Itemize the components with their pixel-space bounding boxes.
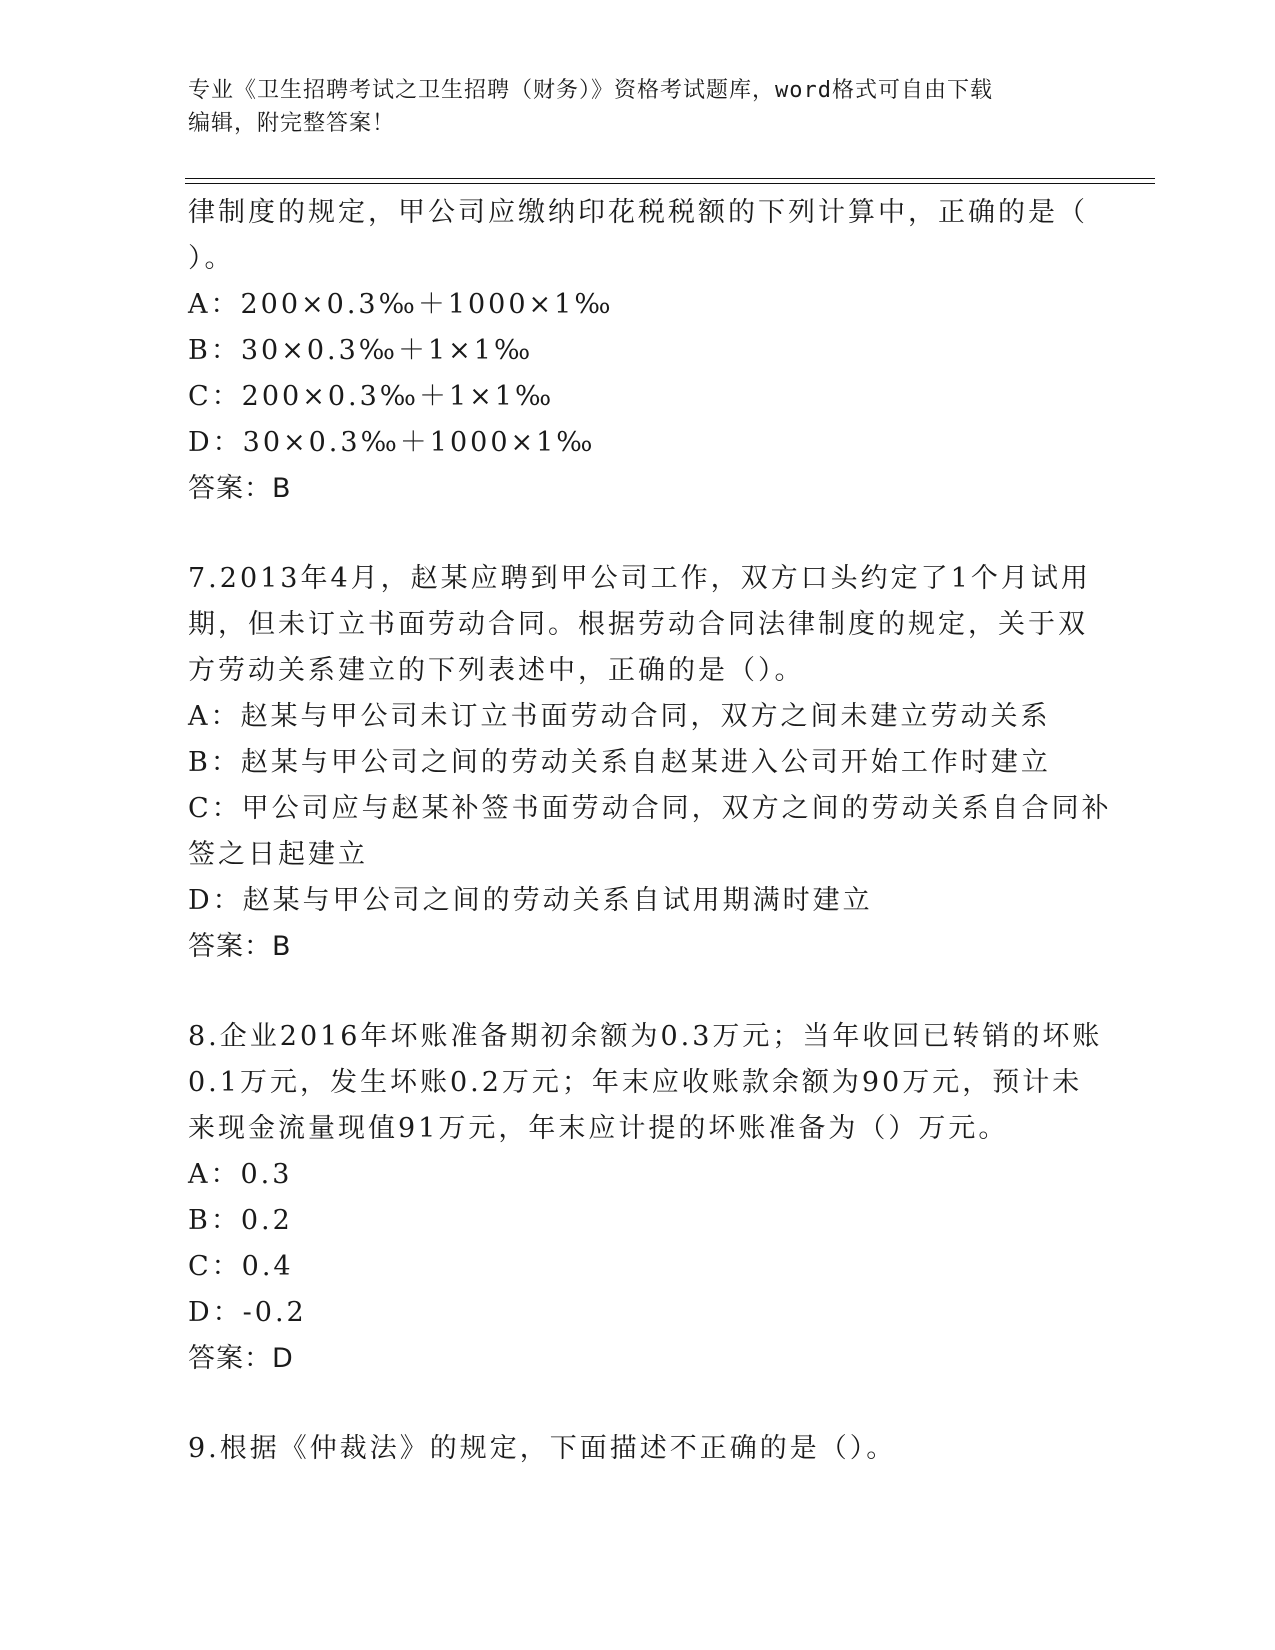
header-line-1: 专业《卫生招聘考试之卫生招聘（财务）》资格考试题库，word格式可自由下载 [188,78,993,103]
spacer [188,512,1088,556]
question-stem-line: 期，但未订立书面劳动合同。根据劳动合同法律制度的规定，关于双 [188,609,1088,640]
question-9 [188,1426,1088,1472]
question-stem-line: 方劳动关系建立的下列表述中，正确的是（）。 [188,655,805,686]
header-divider-bottom [185,183,1155,184]
question-stem-line: 0.1万元，发生坏账0.2万元；年末应收账款余额为90万元，预计未 [188,1067,1083,1098]
option-d: D：-0.2 [188,1297,307,1328]
question-list [188,190,1112,1472]
option-b: B：0.2 [188,1205,293,1236]
option-b: B：赵某与甲公司之间的劳动关系自赵某进入公司开始工作时建立 [188,747,1051,778]
option-d: D：30×0.3‰＋1000×1‰ [188,427,596,458]
option-c-continued: 签之日起建立 [188,839,368,870]
spacer [188,970,1088,1014]
question-7 [188,556,1112,970]
option-a: A：赵某与甲公司未订立书面劳动合同，双方之间未建立劳动关系 [188,701,1051,732]
header-line-2: 编辑，附完整答案！ [188,111,396,136]
option-b: B：30×0.3‰＋1×1‰ [188,335,534,366]
question-stem-line: 来现金流量现值91万元，年末应计提的坏账准备为（）万元。 [188,1113,1009,1144]
answer-label: 答案：D [188,1343,294,1374]
option-c: C：200×0.3‰＋1×1‰ [188,381,555,412]
question-stem-line: 7.2013年4月，赵某应聘到甲公司工作，双方口头约定了1个月试用 [188,563,1091,594]
question-stem-line: 律制度的规定，甲公司应缴纳印花税税额的下列计算中，正确的是（ [188,197,1088,228]
option-a: A：0.3 [188,1159,293,1190]
answer-label: 答案：B [188,473,292,504]
question-stem-line: ）。 [188,243,235,274]
spacer [188,1382,1088,1426]
answer-label: 答案：B [188,931,292,962]
question-6 [188,190,1088,512]
option-a: A：200×0.3‰＋1000×1‰ [188,289,614,320]
question-stem-line: 8.企业2016年坏账准备期初余额为0.3万元；当年收回已转销的坏账 [188,1021,1103,1052]
question-8 [188,1014,1103,1382]
question-stem-line: 9.根据《仲裁法》的规定，下面描述不正确的是（）。 [188,1433,897,1464]
option-c: C：0.4 [188,1251,294,1282]
document-header [188,74,1078,140]
header-divider-top [185,178,1155,179]
option-d: D：赵某与甲公司之间的劳动关系自试用期满时建立 [188,885,873,916]
option-c: C：甲公司应与赵某补签书面劳动合同，双方之间的劳动关系自合同补 [188,793,1112,824]
